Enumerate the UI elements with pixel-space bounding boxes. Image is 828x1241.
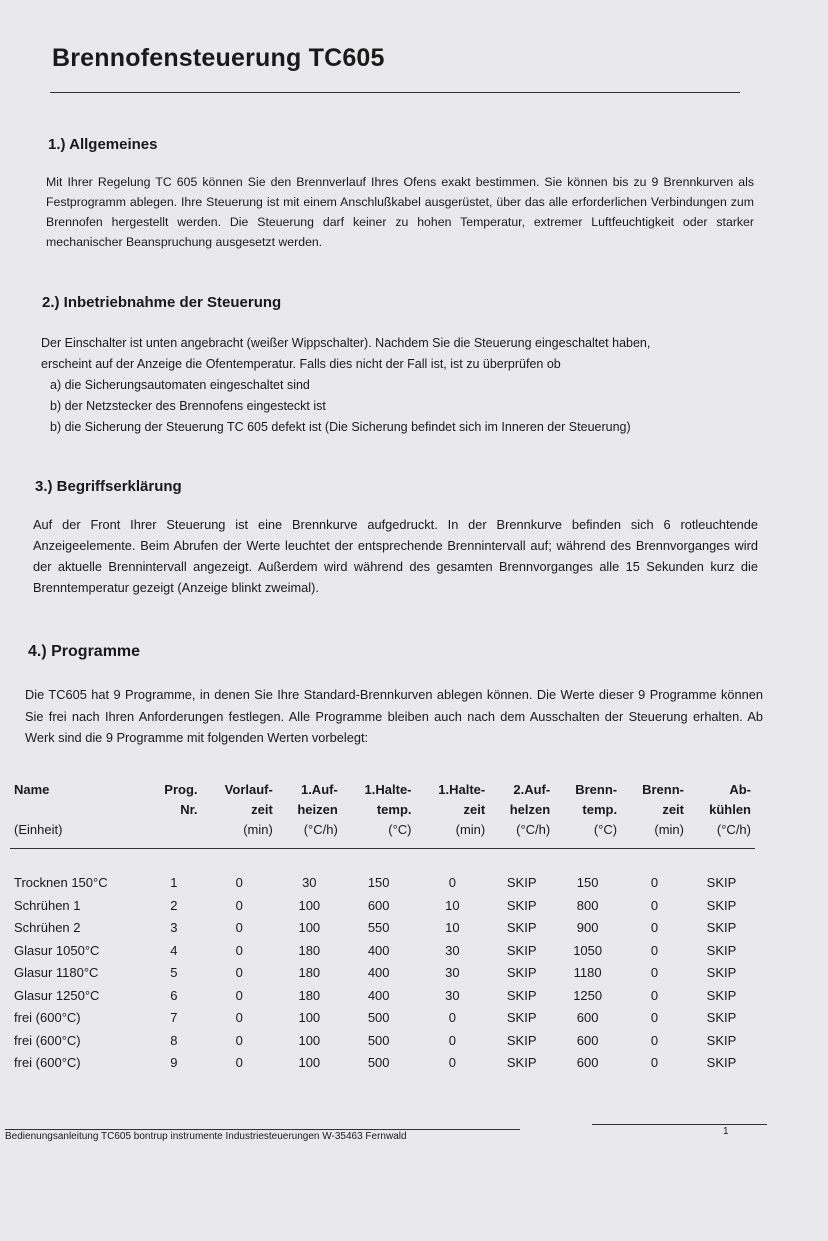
- cell-brt: 1050: [573, 942, 603, 958]
- cell-prog: 1: [170, 875, 178, 891]
- header-halte1-unit: (°C): [388, 822, 412, 837]
- header-name-unit: (Einheit): [14, 822, 63, 837]
- cell-name: frei (600°C): [14, 1010, 81, 1026]
- header-halte1-line2: temp.: [376, 802, 412, 817]
- section-4-text: Die TC605 hat 9 Programme, in denen Sie Ihre Standard-Brennkurven ablegen können. Die Werte dieser 9 Programme können Sie frei nach Ihren Anforderungen festlegen. Alle Programme bleiben auch nach dem Ausschalten der Steuerung erhalten. Ab Werk sind die 9 Programme mit folgenden Werten vorbelegt:: [25, 687, 763, 745]
- cell-halte1: 500: [367, 1032, 390, 1048]
- cell-auf1: 100: [298, 1055, 321, 1071]
- cell-name: Glasur 1050°C: [14, 942, 100, 958]
- cell-prog: 2: [170, 897, 178, 913]
- cell-name: Schrühen 1: [14, 897, 81, 913]
- cell-haltez: 0: [448, 1010, 456, 1026]
- cell-auf1: 100: [298, 1032, 321, 1048]
- cell-halte1: 400: [367, 942, 390, 958]
- section-2-line-2: erscheint auf der Anzeige die Ofentemperatur. Falls dies nicht der Fall ist, ist zu überprüfen ob: [41, 357, 561, 371]
- header-brz-unit: (min): [654, 822, 684, 837]
- cell-brt: 600: [576, 1032, 599, 1048]
- header-haltez-unit: (min): [455, 822, 486, 837]
- header-auf1-line1: 1.Auf-: [300, 782, 338, 797]
- cell-name: frei (600°C): [14, 1032, 81, 1048]
- cell-prog: 6: [170, 987, 178, 1003]
- cell-brz: 0: [650, 942, 659, 958]
- header-vorlauf-line1: Vorlauf-: [224, 782, 273, 797]
- header-halte1-line1: 1.Halte-: [364, 782, 412, 797]
- cell-haltez: 0: [448, 875, 456, 891]
- cell-auf2: SKIP: [506, 1010, 537, 1026]
- section-2-item-c: b) die Sicherung der Steuerung TC 605 defekt ist (Die Sicherung befindet sich im Inneren der Steuerung): [50, 420, 631, 434]
- cell-brz: 0: [650, 1032, 659, 1048]
- cell-prog: 4: [170, 942, 178, 958]
- cell-auf1: 30: [302, 875, 317, 891]
- cell-vorlauf: 0: [235, 942, 243, 958]
- cell-brz: 0: [650, 897, 659, 913]
- cell-brt: 150: [576, 875, 599, 891]
- cell-brt: 1250: [573, 987, 603, 1003]
- cell-ab: SKIP: [706, 920, 737, 936]
- table-header-row: [10, 780, 755, 840]
- page-title: Brennofensteuerung TC605: [52, 44, 385, 72]
- page-number: 1: [723, 1126, 729, 1137]
- cell-haltez: 0: [448, 1055, 456, 1071]
- cell-brz: 0: [650, 965, 659, 981]
- cell-haltez: 10: [445, 897, 460, 913]
- cell-brz: 0: [650, 1010, 659, 1026]
- header-name-label: Name: [14, 782, 50, 797]
- cell-name: Glasur 1250°C: [14, 987, 100, 1003]
- cell-vorlauf: 0: [235, 1010, 243, 1026]
- header-prog-line2: Nr.: [180, 802, 198, 817]
- header-brennzeit: [621, 780, 688, 840]
- cell-auf2: SKIP: [506, 965, 537, 981]
- cell-ab: SKIP: [706, 897, 737, 913]
- header-haltezeit-1: [416, 780, 490, 840]
- cell-auf2: SKIP: [506, 942, 537, 958]
- header-prog: [146, 780, 201, 840]
- header-auf2-line2: helzen: [509, 802, 551, 817]
- cell-halte1: 500: [367, 1055, 390, 1071]
- section-4-heading: 4.) Programme: [28, 643, 141, 660]
- header-ab-line2: kühlen: [709, 802, 751, 817]
- table-row: [10, 939, 755, 962]
- header-prog-line1: Prog.: [164, 782, 198, 797]
- section-2-item-b: b) der Netzstecker des Brennofens eingesteckt ist: [50, 399, 326, 413]
- cell-halte1: 150: [367, 875, 390, 891]
- cell-prog: 5: [170, 965, 178, 981]
- header-haltetemp-1: [342, 780, 416, 840]
- cell-vorlauf: 0: [235, 875, 243, 891]
- section-1-heading: 1.) Allgemeines: [48, 136, 158, 153]
- cell-auf1: 100: [298, 897, 321, 913]
- cell-halte1: 500: [367, 1010, 390, 1026]
- cell-name: Schrühen 2: [14, 920, 81, 936]
- cell-brz: 0: [650, 987, 659, 1003]
- header-haltez-line2: zeit: [463, 802, 486, 817]
- table-row: [10, 894, 755, 917]
- section-2-item-a: a) die Sicherungsautomaten eingeschaltet sind: [50, 378, 310, 392]
- programs-table: [10, 780, 755, 1074]
- cell-vorlauf: 0: [235, 897, 243, 913]
- cell-ab: SKIP: [706, 942, 737, 958]
- table-row: [10, 872, 755, 895]
- header-aufheizen-2: [489, 780, 554, 840]
- header-vorlauf-unit: (min): [243, 822, 273, 837]
- table-header-divider: [10, 849, 755, 872]
- cell-brz: 0: [650, 1055, 659, 1071]
- cell-auf2: SKIP: [506, 987, 537, 1003]
- cell-brt: 600: [576, 1055, 599, 1071]
- cell-vorlauf: 0: [235, 920, 243, 936]
- cell-brt: 600: [576, 1010, 599, 1026]
- cell-ab: SKIP: [706, 1055, 737, 1071]
- cell-auf2: SKIP: [506, 875, 537, 891]
- cell-ab: SKIP: [706, 875, 737, 891]
- header-brz-line1: Brenn-: [642, 782, 684, 797]
- cell-haltez: 30: [445, 965, 460, 981]
- table-row: [10, 1007, 755, 1030]
- cell-prog: 8: [170, 1032, 178, 1048]
- footer-rule: [5, 1129, 520, 1130]
- header-brt-line2: temp.: [582, 802, 618, 817]
- header-auf2-unit: (°C/h): [516, 822, 551, 837]
- header-brt-line1: Brenn-: [575, 782, 618, 797]
- cell-haltez: 30: [445, 942, 460, 958]
- section-2-heading: 2.) Inbetriebnahme der Steuerung: [42, 294, 282, 311]
- cell-name: Trocknen 150°C: [14, 875, 108, 891]
- header-ab-unit: (°C/h): [716, 822, 751, 837]
- cell-ab: SKIP: [706, 1010, 737, 1026]
- header-brenntemp: [554, 780, 621, 840]
- section-1-text: Mit Ihrer Regelung TC 605 können Sie den Brennverlauf Ihres Ofens exakt bestimmen. Sie können bis zu 9 Brennkurven als Festprogramm ablegen. Ihre Steuerung ist mit einem Anschlußkabel ausgerüstet, über das alle erforderlichen Verbindungen zum Brennofen hergestellt werden. Die Steuerung darf keiner zu hohen Temperatur, extremer Luftfeuchtigkeit oder starker mechanischer Beanspruchung ausgesetzt werden.: [46, 175, 754, 249]
- cell-haltez: 10: [445, 920, 460, 936]
- cell-brz: 0: [650, 875, 659, 891]
- header-auf2-line1: 2.Auf-: [513, 782, 551, 797]
- footer-text: Bedienungsanleitung TC605 bontrup instrumente Industriesteuerungen W-35463 Fernwald: [5, 1131, 407, 1142]
- header-auf1-unit: (°C/h): [303, 822, 338, 837]
- cell-haltez: 0: [448, 1032, 456, 1048]
- cell-auf1: 180: [298, 965, 321, 981]
- section-3-heading: 3.) Begriffserklärung: [35, 478, 182, 495]
- cell-name: Glasur 1180°C: [14, 965, 99, 981]
- header-aufheizen-1: [277, 780, 342, 840]
- cell-auf1: 100: [298, 1010, 321, 1026]
- cell-brt: 800: [576, 897, 599, 913]
- cell-halte1: 400: [367, 965, 390, 981]
- table-row: [10, 984, 755, 1007]
- cell-name: frei (600°C): [14, 1055, 81, 1071]
- section-3-text: Auf der Front Ihrer Steuerung ist eine Brennkurve aufgedruckt. In der Brennkurve befinden sich 6 rotleuchtende Anzeigeelemente. Beim Abrufen der Werte leuchtet der entsprechende Brennintervall auf; während des Brennvorganges wird der aktuelle Brennintervall angezeigt. Außerdem wird während des gesamten Brennvorganges alle 15 Sekunden kurz die Brenntemperatur gezeigt (Anzeige blinkt zweimal).: [33, 517, 758, 595]
- cell-vorlauf: 0: [235, 987, 243, 1003]
- header-vorlauf-line2: zeit: [251, 802, 273, 817]
- header-haltez-line1: 1.Halte-: [438, 782, 486, 797]
- cell-auf2: SKIP: [506, 1032, 537, 1048]
- header-brz-line2: zeit: [662, 802, 684, 817]
- header-brt-unit: (°C): [593, 822, 618, 837]
- header-auf1-line2: heizen: [297, 802, 338, 817]
- header-abkuehlen: [688, 780, 755, 840]
- header-ab-line1: Ab-: [729, 782, 751, 797]
- cell-auf2: SKIP: [506, 920, 537, 936]
- cell-auf1: 180: [298, 942, 321, 958]
- cell-auf2: SKIP: [506, 897, 537, 913]
- table-row: [10, 1029, 755, 1052]
- cell-halte1: 600: [367, 897, 390, 913]
- cell-auf2: SKIP: [506, 1055, 537, 1071]
- cell-halte1: 550: [367, 920, 390, 936]
- title-underline: [50, 92, 740, 93]
- section-2-line-1: Der Einschalter ist unten angebracht (weißer Wippschalter). Nachdem Sie die Steuerung eingeschaltet haben,: [41, 336, 651, 350]
- cell-haltez: 30: [445, 987, 460, 1003]
- cell-ab: SKIP: [706, 987, 737, 1003]
- cell-vorlauf: 0: [235, 1032, 243, 1048]
- cell-auf1: 180: [298, 987, 321, 1003]
- cell-prog: 7: [170, 1010, 178, 1026]
- cell-prog: 3: [170, 920, 178, 936]
- cell-brt: 900: [576, 920, 599, 936]
- header-vorlauf: [202, 780, 277, 840]
- cell-halte1: 400: [367, 987, 390, 1003]
- cell-prog: 9: [170, 1055, 178, 1071]
- cell-vorlauf: 0: [235, 1055, 243, 1071]
- table-row: [10, 962, 755, 985]
- cell-vorlauf: 0: [235, 965, 243, 981]
- cell-ab: SKIP: [706, 1032, 737, 1048]
- table-row: [10, 917, 755, 940]
- cell-auf1: 100: [298, 920, 321, 936]
- cell-ab: SKIP: [706, 965, 737, 981]
- table-row: [10, 1052, 755, 1075]
- cell-brt: 1180: [573, 965, 602, 981]
- cell-brz: 0: [650, 920, 659, 936]
- header-name: [10, 780, 146, 840]
- footer-rule-right: [592, 1124, 767, 1125]
